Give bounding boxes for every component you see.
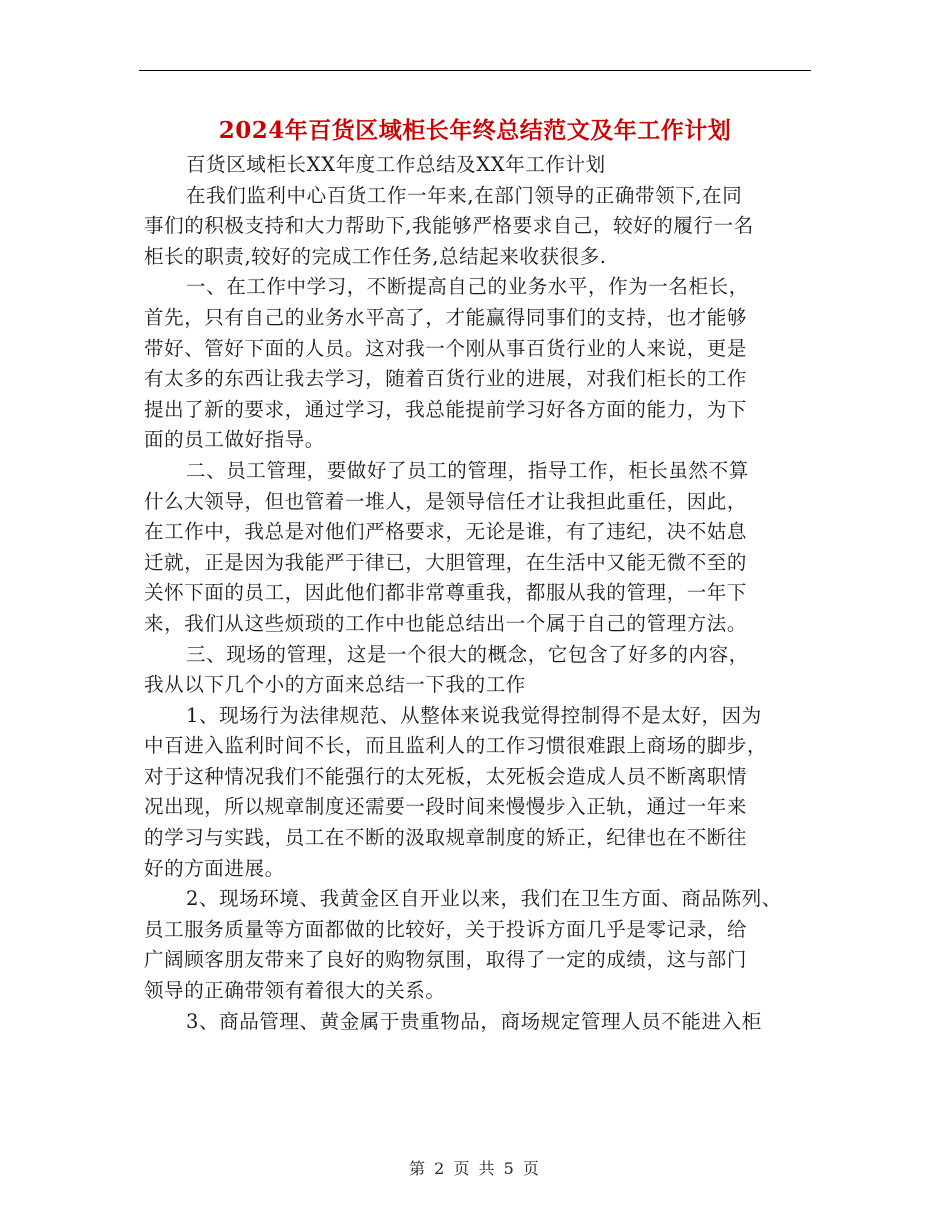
text-line: 百货区域柜长XX年度工作总结及XX年工作计划 [186, 153, 606, 176]
text-line: 一、在工作中学习，不断提高自己的业务水平，作为一名柜长， [186, 275, 749, 299]
text-line: 广阔顾客朋友带来了良好的购物氛围，取得了一定的成绩，这与部门 [144, 948, 748, 972]
text-line: 二、员工管理，要做好了员工的管理，指导工作，柜长虽然不算 [186, 458, 749, 482]
text-line: 首先，只有自己的业务水平高了，才能赢得同事们的支持，也才能够 [144, 305, 748, 329]
text-line: 事们的积极支持和大力帮助下,我能够严格要求自己，较好的履行一名 [144, 214, 754, 238]
text-line: 员工服务质量等方面都做的比较好，关于投诉方面几乎是零记录，给 [144, 917, 748, 941]
text-line: 来，我们从这些烦琐的工作中也能总结出一个属于自己的管理方法。 [144, 611, 748, 635]
text-line: 带好、管好下面的人员。这对我一个刚从事百货行业的人来说，更是 [144, 336, 748, 360]
text-line: 况出现，所以规章制度还需要一段时间来慢慢步入正轨，通过一年来 [144, 795, 748, 819]
text-line: 好的方面进展。 [144, 856, 285, 880]
text-line: 三、现场的管理，这是一个很大的概念，它包含了好多的内容， [186, 642, 749, 666]
text-line: 什么大领导，但也管着一堆人，是领导信任才让我担此重任，因此， [144, 489, 748, 513]
text-line: 对于这种情况我们不能强行的太死板，太死板会造成人员不断离职情 [144, 764, 748, 788]
text-line: 我从以下几个小的方面来总结一下我的工作 [144, 673, 526, 697]
text-line: 在工作中，我总是对他们严格要求，无论是谁，有了违纪，决不姑息 [144, 520, 748, 544]
text-line: 3、商品管理、黄金属于贵重物品，商场规定管理人员不能进入柜 [186, 1009, 762, 1033]
text-line: 1、现场行为法律规范、从整体来说我觉得控制得不是太好，因为 [186, 703, 762, 727]
document-body [144, 150, 810, 1037]
text-line: 有太多的东西让我去学习，随着百货行业的进展，对我们柜长的工作 [144, 367, 748, 391]
page-footer: 第 2 页 共 5 页 [409, 1159, 541, 1178]
text-line: 提出了新的要求，通过学习，我总能提前学习好各方面的能力，为下 [144, 397, 748, 421]
header-rule [139, 70, 811, 71]
text-line: 中百进入监利时间不长，而且监利人的工作习惯很难跟上商场的脚步， [144, 734, 768, 758]
text-line: 的学习与实践，员工在不断的汲取规章制度的矫正，纪律也在不断往 [144, 826, 748, 850]
text-line: 关怀下面的员工，因此他们都非常尊重我，都服从我的管理，一年下 [144, 581, 748, 605]
text-line: 2、现场环境、我黄金区自开业以来，我们在卫生方面、商品陈列、 [186, 887, 782, 911]
text-line: 迁就，正是因为我能严于律已，大胆管理，在生活中又能无微不至的 [144, 550, 748, 574]
text-line: 面的员工做好指导。 [144, 428, 325, 452]
text-line: 柜长的职责,较好的完成工作任务,总结起来收获很多. [144, 244, 607, 268]
document-title: 2024年百货区域柜长年终总结范文及年工作计划 [218, 117, 732, 144]
text-line: 领导的正确带领有着很大的关系。 [144, 979, 446, 1003]
text-line: 在我们监利中心百货工作一年来,在部门领导的正确带领下,在同 [186, 183, 743, 207]
